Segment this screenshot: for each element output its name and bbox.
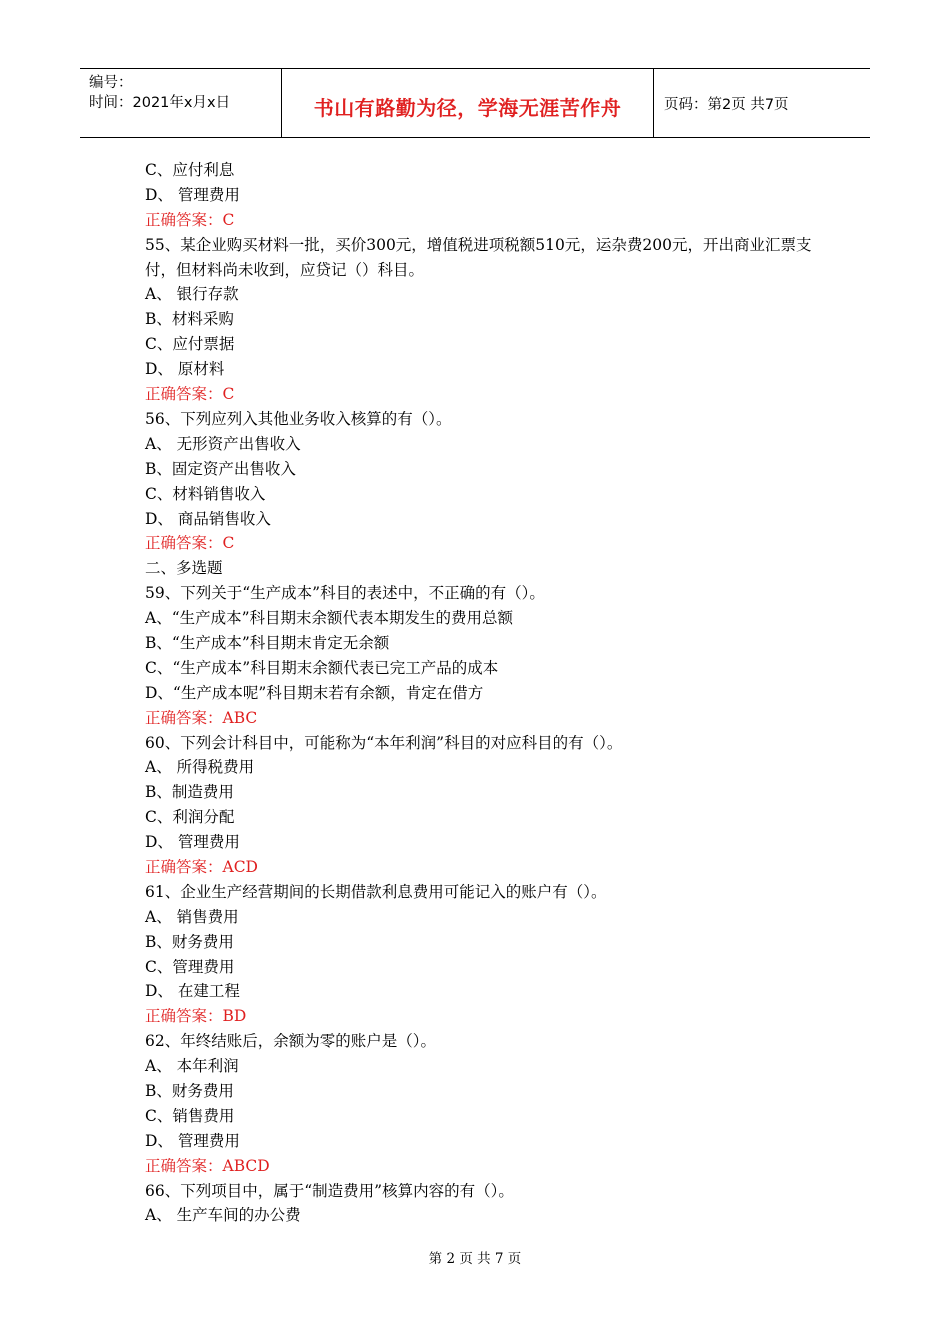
question-text: 66、下列项目中，属于“制造费用”核算内容的有（）。 — [145, 1181, 514, 1200]
answer-option: A、 银行存款 — [145, 285, 239, 304]
answer-option: C、应付利息 — [145, 161, 235, 179]
answer-option: C、“生产成本”科目期末余额代表已完工产品的成本 — [145, 658, 499, 677]
header-meta — [80, 69, 281, 137]
question-text: 59、下列关于“生产成本”科目的表述中，不正确的有（）。 — [145, 584, 545, 603]
answer-option: A、 销售费用 — [145, 907, 239, 926]
correct-answer: 正确答案：ABCD — [145, 1156, 270, 1175]
answer-option: B、财务费用 — [145, 932, 234, 951]
page-header — [80, 68, 870, 138]
page-footer: 第 2 页 共 7 页 — [428, 1251, 522, 1267]
header-motto-cell — [281, 69, 654, 137]
answer-option: B、“生产成本”科目期末肯定无余额 — [145, 633, 390, 652]
correct-answer: 正确答案：C — [145, 534, 235, 553]
answer-option: D、 管理费用 — [145, 185, 240, 204]
answer-option: D、 在建工程 — [145, 982, 240, 1001]
answer-option: D、“生产成本呢”科目期末若有余额，肯定在借方 — [145, 683, 484, 702]
answer-option: D、 商品销售收入 — [145, 509, 271, 528]
answer-option: C、销售费用 — [145, 1106, 235, 1125]
header-motto: 书山有路勤为径，学海无涯苦作舟 — [313, 96, 622, 120]
section-heading: 二、多选题 — [145, 559, 223, 578]
answer-option: A、 无形资产出售收入 — [145, 434, 301, 453]
correct-answer: 正确答案：ABC — [145, 708, 258, 727]
answer-option: C、利润分配 — [145, 808, 235, 827]
answer-option: B、材料采购 — [145, 310, 234, 329]
question-text: 61、企业生产经营期间的长期借款利息费用可能记入的账户有（）。 — [145, 882, 607, 901]
document-number-label: 编号： — [89, 75, 133, 91]
answer-option: A、 本年利润 — [145, 1057, 239, 1076]
answer-option: A、 所得税费用 — [145, 758, 255, 777]
answer-option: A、“生产成本”科目期末余额代表本期发生的费用总额 — [145, 609, 514, 628]
answer-option: D、 管理费用 — [145, 1131, 240, 1150]
answer-option: C、应付票据 — [145, 335, 235, 354]
header-page-info: 页码：第2页 共7页 — [664, 97, 789, 113]
correct-answer: 正确答案：BD — [145, 1007, 247, 1026]
answer-option: D、 管理费用 — [145, 833, 240, 852]
answer-option: A、 生产车间的办公费 — [145, 1206, 301, 1225]
answer-option: C、管理费用 — [145, 957, 235, 976]
question-text: 62、年终结账后，余额为零的账户是（）。 — [145, 1032, 436, 1051]
answer-option: B、财务费用 — [145, 1081, 234, 1100]
document-time-label: 时间：2021年x月x日 — [89, 95, 231, 111]
question-text: 56、下列应列入其他业务收入核算的有（）。 — [145, 409, 452, 428]
correct-answer: 正确答案：C — [145, 210, 235, 229]
question-text: 55、某企业购买材料一批，买价300元，增值税进项税额510元，运杂费200元，开出商业汇票支付，但材料尚未收到，应贷记（）科目。 — [145, 235, 812, 279]
question-list — [145, 158, 825, 1228]
correct-answer: 正确答案：C — [145, 385, 235, 404]
correct-answer: 正确答案：ACD — [145, 857, 258, 876]
answer-option: D、 原材料 — [145, 360, 225, 379]
question-text: 60、下列会计科目中，可能称为“本年利润”科目的对应科目的有（）。 — [145, 733, 623, 752]
answer-option: B、固定资产出售收入 — [145, 459, 296, 478]
answer-option: C、材料销售收入 — [145, 484, 266, 503]
answer-option: B、制造费用 — [145, 783, 234, 802]
